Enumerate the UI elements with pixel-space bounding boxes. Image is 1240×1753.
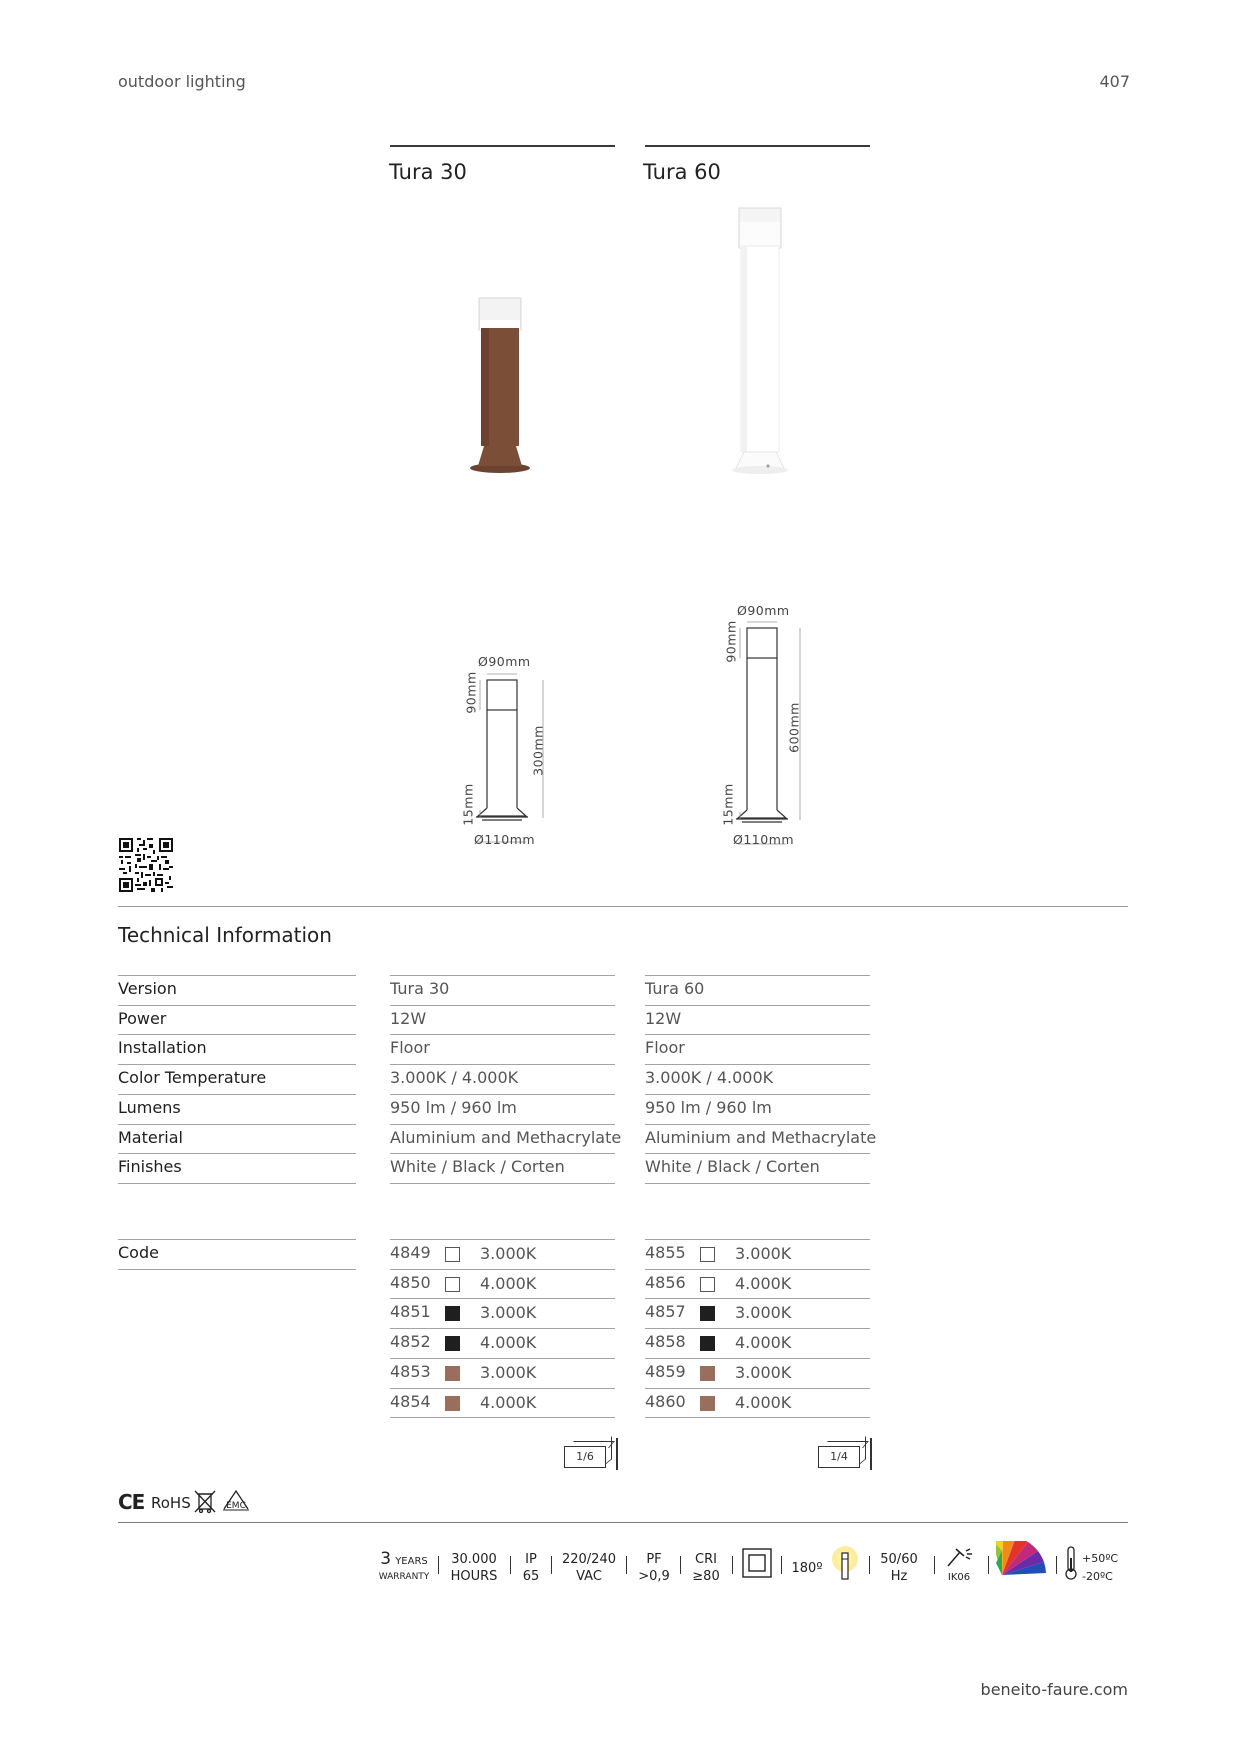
- icon-separator: [781, 1556, 782, 1574]
- website-link[interactable]: beneito-faure.com: [980, 1680, 1128, 1699]
- spec-label: Installation: [118, 1038, 207, 1058]
- table-row-divider: [645, 1388, 870, 1389]
- finish-swatch-white: [445, 1277, 460, 1292]
- tura-30-head-diameter: Ø90mm: [478, 654, 531, 669]
- table-row-divider: [118, 1239, 356, 1240]
- finish-swatch-white: [445, 1247, 460, 1262]
- table-row-divider: [390, 1094, 615, 1095]
- table-row-divider: [645, 1094, 870, 1095]
- product-code: 4859: [645, 1361, 686, 1381]
- beam-angle-icon: [828, 1544, 862, 1582]
- color-temperature: 3.000K: [480, 1362, 537, 1382]
- icon-separator: [680, 1556, 681, 1574]
- tura-30-base-diameter: Ø110mm: [474, 832, 536, 847]
- product-code: 4850: [390, 1272, 431, 1292]
- spec-value: 12W: [645, 1008, 682, 1028]
- crossed-bin-icon: [194, 1489, 216, 1515]
- icon-separator: [510, 1556, 511, 1574]
- section-divider: [118, 906, 1128, 907]
- product-code: 4849: [390, 1243, 431, 1262]
- table-row-divider: [390, 1034, 615, 1035]
- finish-swatch-corten: [445, 1396, 460, 1411]
- table-row-divider: [118, 1124, 356, 1125]
- lifetime-hours-value: 30.000: [451, 1552, 497, 1567]
- product-code: 4855: [645, 1243, 686, 1262]
- finish-swatch-black: [700, 1336, 715, 1351]
- package-quantity-tura-60: 1/4: [818, 1446, 860, 1468]
- table-row-divider: [645, 1064, 870, 1065]
- icon-separator: [732, 1556, 733, 1574]
- table-row-divider: [645, 1328, 870, 1329]
- color-temperature: 4.000K: [735, 1273, 792, 1293]
- color-temperature: 4.000K: [735, 1392, 792, 1412]
- tura-60-base-height: 15mm: [720, 783, 736, 826]
- table-row-divider: [118, 1005, 356, 1006]
- code-label: Code: [118, 1243, 159, 1262]
- table-row-divider: [118, 1094, 356, 1095]
- color-temperature: 3.000K: [480, 1244, 537, 1263]
- page-number: 407: [1099, 72, 1130, 91]
- package-quantity-tura-30: 1/6: [564, 1446, 606, 1468]
- finish-swatch-white: [700, 1247, 715, 1262]
- color-temperature: 3.000K: [735, 1303, 792, 1323]
- ce-mark-icon: CE: [118, 1490, 145, 1514]
- tura-30-base-height: 15mm: [460, 783, 476, 826]
- lifetime-hours-icon: [445, 1551, 503, 1585]
- voltage-icon: [558, 1551, 620, 1585]
- table-row-divider: [645, 1005, 870, 1006]
- table-row-divider: [118, 1269, 356, 1270]
- thermometer-icon: [1064, 1546, 1078, 1580]
- spec-value: White / Black / Corten: [645, 1157, 820, 1177]
- table-row-divider: [118, 975, 356, 976]
- spec-value: Tura 60: [645, 979, 705, 998]
- color-temperature: 4.000K: [480, 1392, 537, 1412]
- icon-separator: [869, 1556, 870, 1574]
- table-row-divider: [645, 1153, 870, 1154]
- tura-60-dimension-drawing: [700, 600, 820, 850]
- min-temperature: -20ºC: [1082, 1570, 1113, 1583]
- spec-label: Version: [118, 979, 177, 998]
- table-row-divider: [390, 1269, 615, 1270]
- warranty-years-number: 3: [380, 1549, 392, 1569]
- spec-value: 950 lm / 960 lm: [645, 1097, 772, 1117]
- spec-label: Finishes: [118, 1157, 182, 1177]
- table-row-divider: [390, 1239, 615, 1240]
- color-temperature: 4.000K: [735, 1333, 792, 1353]
- table-row-divider: [645, 1183, 870, 1184]
- finish-swatch-corten: [445, 1366, 460, 1381]
- icon-separator: [934, 1556, 935, 1574]
- beam-angle-value: 180º: [791, 1561, 823, 1576]
- spec-value: 3.000K / 4.000K: [390, 1068, 519, 1088]
- tura-60-head-height: 90mm: [723, 620, 739, 663]
- emc-icon: [222, 1489, 250, 1515]
- frequency-unit: Hz: [890, 1569, 908, 1584]
- product-title-rule: [390, 145, 615, 147]
- icon-separator: [988, 1556, 989, 1574]
- product-code: 4853: [390, 1361, 431, 1381]
- color-temperature: 3.000K: [480, 1303, 537, 1323]
- color-temperature: 4.000K: [480, 1273, 537, 1293]
- warranty-years-unit: YEARS: [395, 1556, 428, 1567]
- product-code: 4851: [390, 1302, 431, 1322]
- product-code: 4860: [645, 1391, 686, 1411]
- table-row-divider: [390, 1183, 615, 1184]
- package-divider: [870, 1438, 872, 1470]
- finish-swatch-white: [700, 1277, 715, 1292]
- table-row-divider: [390, 1005, 615, 1006]
- spec-label: Lumens: [118, 1097, 181, 1117]
- table-row-divider: [390, 1358, 615, 1359]
- tura-30-product-image: [460, 290, 540, 480]
- table-row-divider: [118, 1183, 356, 1184]
- table-row-divider: [390, 1417, 615, 1418]
- color-options-fan-icon: [996, 1541, 1052, 1581]
- table-row-divider: [645, 1298, 870, 1299]
- spec-label: Material: [118, 1127, 183, 1147]
- table-row-divider: [390, 1153, 615, 1154]
- table-row-divider: [118, 1034, 356, 1035]
- finish-swatch-black: [700, 1306, 715, 1321]
- table-row-divider: [645, 1358, 870, 1359]
- spec-value: Tura 30: [390, 979, 450, 998]
- tura-60-head-diameter: Ø90mm: [737, 603, 790, 618]
- ip-rating-icon: [516, 1551, 546, 1585]
- spec-label: Color Temperature: [118, 1068, 267, 1088]
- voltage-value: 220/240: [561, 1552, 616, 1567]
- table-row-divider: [390, 975, 615, 976]
- icon-separator: [438, 1556, 439, 1574]
- table-row-divider: [645, 1239, 870, 1240]
- spec-value: Floor: [390, 1038, 430, 1058]
- rohs-icon: RoHS: [151, 1494, 191, 1512]
- spec-value: Aluminium and Methacrylate: [645, 1127, 877, 1147]
- emc-label: EMC: [226, 1501, 246, 1511]
- tech-info-title: Technical Information: [118, 923, 332, 947]
- ip-label: IP: [525, 1552, 537, 1567]
- tura-60-product-image: [720, 200, 800, 485]
- max-temperature: +50ºC: [1082, 1552, 1119, 1565]
- table-row-divider: [390, 1388, 615, 1389]
- tura-60-height: 600mm: [786, 702, 802, 753]
- finish-swatch-black: [445, 1336, 460, 1351]
- table-row-divider: [118, 1153, 356, 1154]
- spec-value: Aluminium and Methacrylate: [390, 1127, 622, 1147]
- color-temperature: 3.000K: [735, 1362, 792, 1382]
- ik-rating: IK06: [947, 1572, 971, 1583]
- qr-code[interactable]: [119, 838, 173, 892]
- table-row-divider: [645, 1417, 870, 1418]
- cri-value: ≥80: [692, 1569, 720, 1584]
- finish-swatch-corten: [700, 1366, 715, 1381]
- spec-value: 3.000K / 4.000K: [645, 1068, 774, 1088]
- impact-hammer-icon: [944, 1546, 974, 1568]
- cri-label: CRI: [695, 1552, 717, 1567]
- product-code: 4856: [645, 1272, 686, 1292]
- section-title: outdoor lighting: [118, 72, 246, 91]
- voltage-unit: VAC: [576, 1569, 602, 1584]
- product-code: 4852: [390, 1332, 431, 1352]
- color-temperature: 4.000K: [480, 1333, 537, 1353]
- finish-swatch-corten: [700, 1396, 715, 1411]
- tura-60-base-diameter: Ø110mm: [733, 832, 795, 847]
- class-ii-insulation-icon: [742, 1548, 772, 1578]
- product-code: 4857: [645, 1302, 686, 1322]
- table-row-divider: [390, 1124, 615, 1125]
- warranty-icon: [376, 1551, 432, 1589]
- product-title-tura-60: Tura 60: [643, 160, 721, 184]
- table-row-divider: [118, 1064, 356, 1065]
- footer-divider: [118, 1522, 1128, 1523]
- icon-separator: [626, 1556, 627, 1574]
- table-row-divider: [390, 1064, 615, 1065]
- product-code: 4858: [645, 1332, 686, 1352]
- product-title-tura-30: Tura 30: [389, 160, 467, 184]
- pf-label: PF: [646, 1552, 662, 1567]
- table-row-divider: [645, 1034, 870, 1035]
- color-temperature: 3.000K: [735, 1244, 792, 1263]
- ip-value: 65: [522, 1569, 540, 1584]
- spec-value: 950 lm / 960 lm: [390, 1097, 517, 1117]
- power-factor-icon: [633, 1551, 675, 1585]
- warranty-label: WARRANTY: [378, 1572, 430, 1582]
- tura-30-head-height: 90mm: [463, 671, 479, 714]
- lifetime-hours-label: HOURS: [450, 1569, 498, 1584]
- tura-30-height: 300mm: [530, 725, 546, 776]
- table-row-divider: [645, 1269, 870, 1270]
- spec-value: 12W: [390, 1008, 427, 1028]
- table-row-divider: [645, 975, 870, 976]
- product-code: 4854: [390, 1391, 431, 1411]
- frequency-value: 50/60: [880, 1552, 918, 1567]
- spec-value: White / Black / Corten: [390, 1157, 565, 1177]
- icon-separator: [551, 1556, 552, 1574]
- pf-value: >0,9: [638, 1569, 670, 1584]
- spec-label: Power: [118, 1008, 167, 1028]
- operating-temperature: [1082, 1550, 1126, 1586]
- table-row-divider: [645, 1124, 870, 1125]
- table-row-divider: [390, 1328, 615, 1329]
- icon-separator: [1056, 1556, 1057, 1574]
- table-row-divider: [390, 1298, 615, 1299]
- cri-icon: [687, 1551, 725, 1585]
- frequency-icon: [876, 1551, 922, 1585]
- spec-value: Floor: [645, 1038, 685, 1058]
- finish-swatch-black: [445, 1306, 460, 1321]
- product-title-rule: [645, 145, 870, 147]
- package-divider: [616, 1438, 618, 1470]
